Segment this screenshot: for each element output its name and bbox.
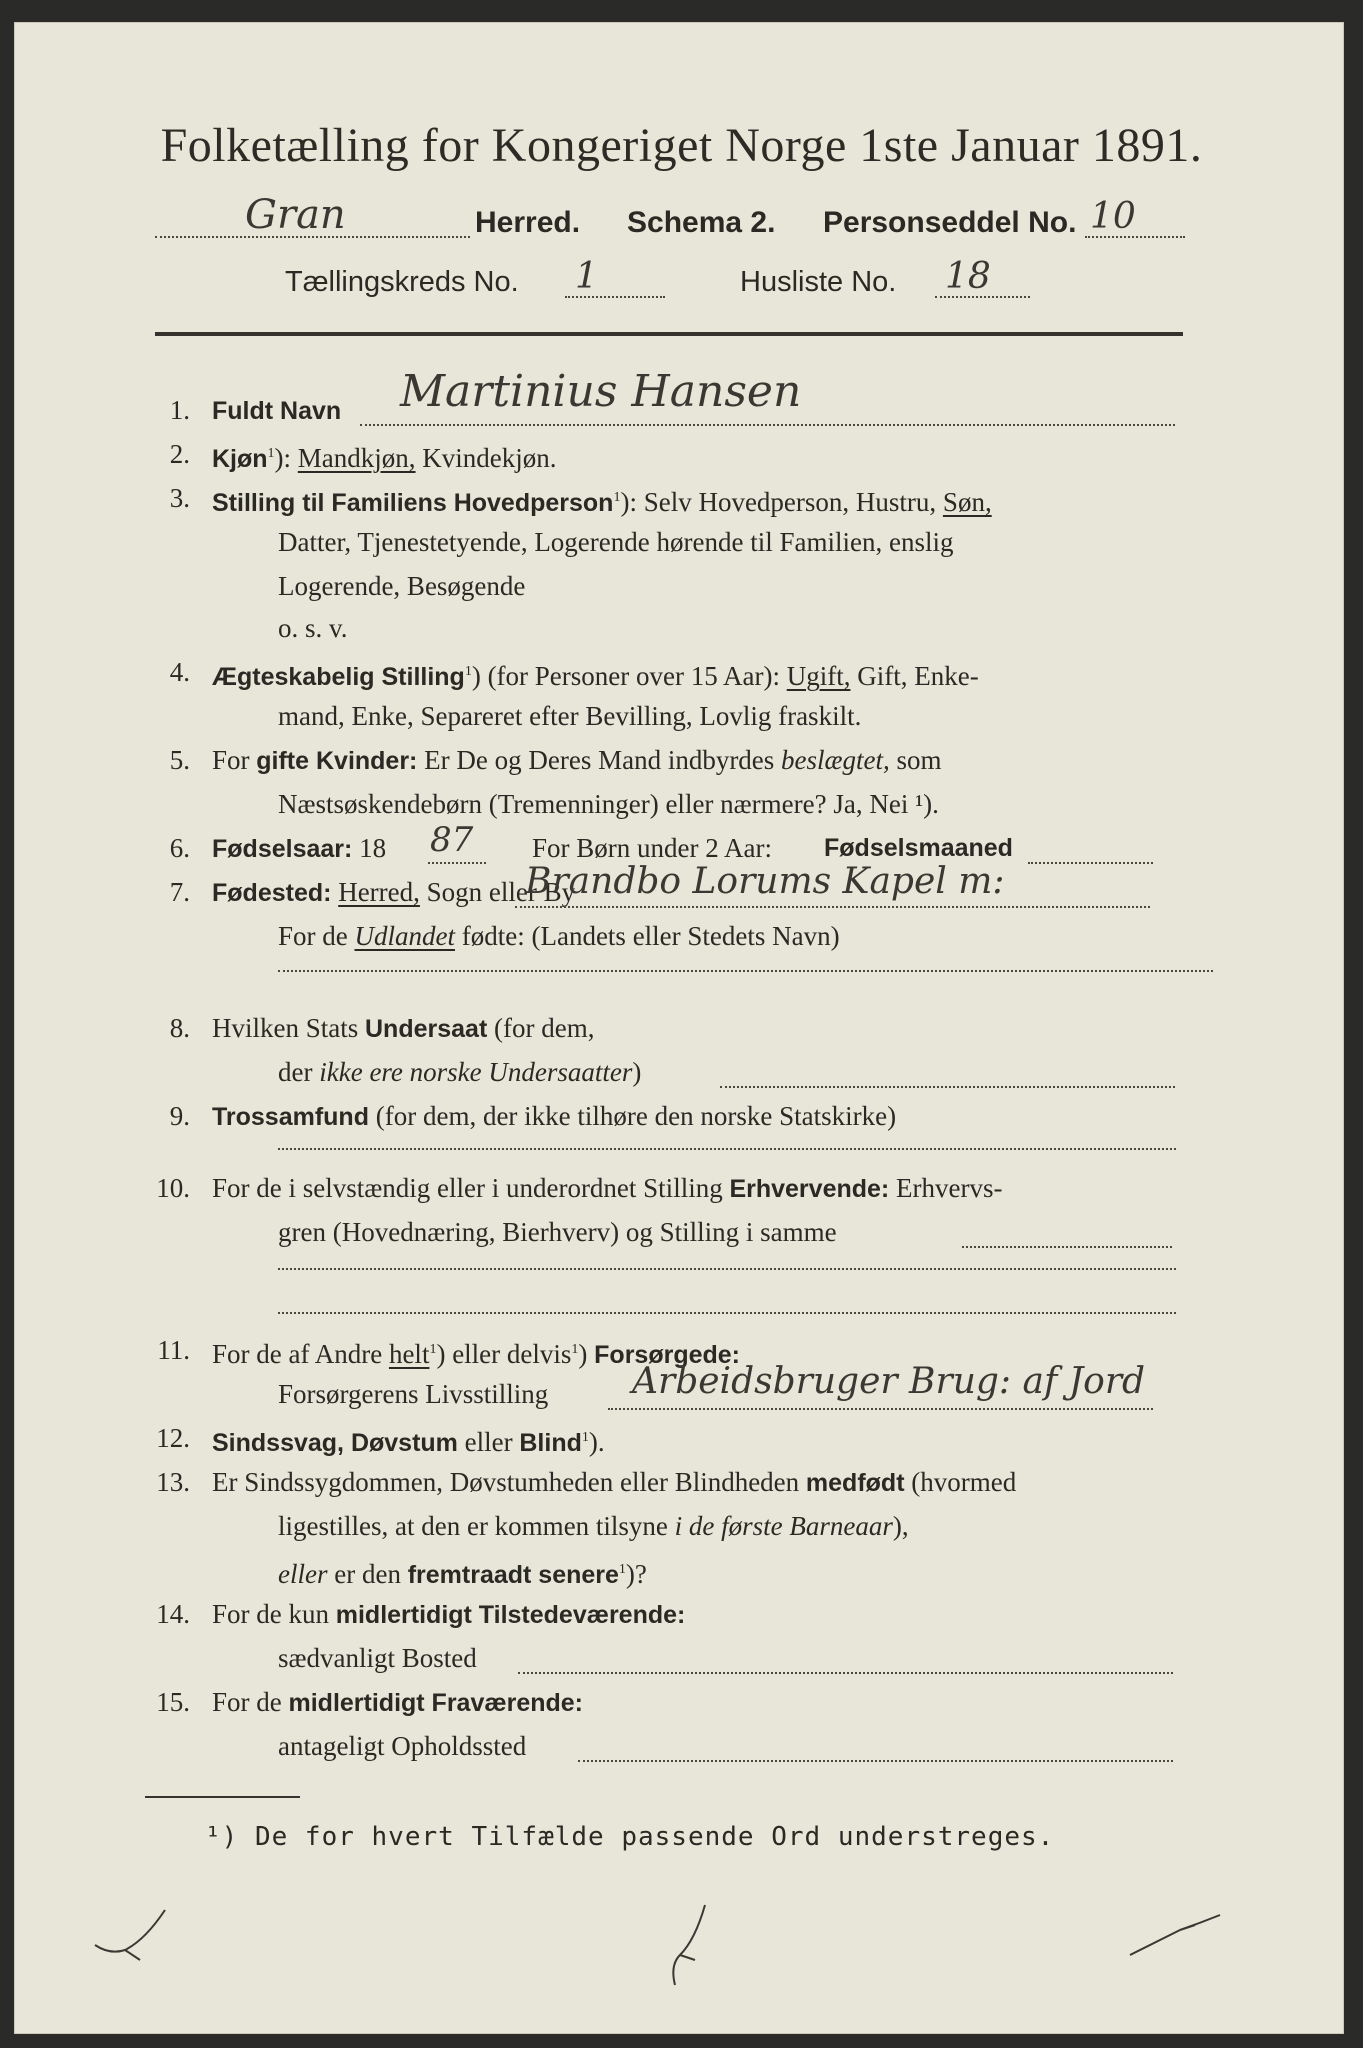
item-number: 14.	[156, 1599, 190, 1629]
footnote-ref: 1	[613, 490, 621, 505]
item-text: Erhvervs-	[896, 1173, 1003, 1203]
item-text: fødte: (Landets eller Stedets Navn)	[461, 921, 840, 951]
item-number: 9.	[169, 1101, 190, 1131]
item-text: Er Sindssygdommen, Døvstumheden eller Blindheden	[212, 1467, 800, 1497]
birth-year-value: 87	[430, 820, 474, 860]
fill-line	[518, 1672, 1173, 1674]
fill-line	[278, 1268, 1176, 1270]
item-text: Logerende, Besøgende	[278, 571, 526, 601]
item-number: 5.	[169, 745, 190, 775]
item-label: midlertidigt Fraværende:	[288, 1689, 583, 1717]
item-text: For Børn under 2 Aar:	[532, 833, 772, 863]
footnote-rule	[145, 1796, 300, 1798]
item-text: mand, Enke, Separeret efter Bevilling, Lovlig fraskilt.	[278, 701, 862, 731]
item-13-line-3-text	[278, 1548, 1278, 1597]
item-text: Hvilken Stats	[212, 1013, 359, 1043]
form-title: Folketælling for Kongeriget Norge 1ste Januar 1891.	[160, 119, 1203, 172]
item-label: Sindssvag, Døvstum	[212, 1429, 458, 1457]
item-4-text	[212, 650, 1212, 699]
item-9-text	[212, 1094, 1177, 1139]
full-name-value: Martinius Hansen	[400, 366, 802, 417]
item-text: Er De og Deres Mand indbyrdes	[424, 745, 775, 775]
fill-line	[608, 1408, 1153, 1410]
herred-label: Herred.	[475, 206, 581, 239]
husliste-value: 18	[945, 256, 991, 297]
item-label: Forsørgede:	[594, 1341, 741, 1369]
item-text: Forsørgerens Livsstilling	[278, 1379, 549, 1409]
item-label: Blind	[519, 1429, 582, 1457]
fill-line	[360, 424, 1175, 426]
item-13-text	[212, 1460, 1212, 1505]
schema-label: Schema 2.	[627, 206, 776, 239]
item-10-text	[212, 1166, 1212, 1211]
scribble-mark-icon	[650, 1900, 730, 1990]
footnote-ref: 1	[571, 1342, 579, 1357]
item-number: 8.	[169, 1013, 190, 1043]
item-number: 4.	[169, 657, 190, 687]
item-label: midlertidigt Tilstedeværende:	[335, 1601, 686, 1629]
item-text: Næstsøskendebørn (Tremenninger) eller nærmere? Ja, Nei ¹).	[278, 789, 939, 819]
item-text: )	[632, 1057, 642, 1087]
fill-line	[428, 862, 486, 864]
item-text-italic: i de første Barneaar	[674, 1511, 893, 1541]
header-line-2	[285, 256, 1085, 308]
item-number: 15.	[156, 1687, 190, 1717]
item-text: ) eller delvis	[436, 1339, 572, 1369]
personseddel-label: Personseddel No.	[823, 206, 1077, 239]
item-text: Sogn eller By	[426, 877, 576, 907]
header-rule	[155, 332, 1183, 336]
item-text: ),	[892, 1511, 909, 1541]
item-text: Datter, Tjenestetyende, Logerende hørende til Familien, enslig	[278, 527, 954, 557]
footnote-ref: 1	[464, 664, 472, 679]
item-text: ): Selv Hovedperson, Hustru,	[620, 487, 937, 517]
herred-value: Gran	[245, 192, 346, 238]
item-text: For de kun	[212, 1599, 329, 1629]
item-5-text	[212, 738, 1212, 783]
item-12-text	[212, 1416, 1212, 1465]
selected-option: Søn,	[942, 487, 992, 517]
item-number: 7.	[169, 877, 190, 907]
item-text: For de af Andre	[212, 1339, 383, 1369]
item-label: Erhvervende:	[729, 1175, 890, 1203]
item-text: (hvormed	[911, 1467, 1017, 1497]
provider-occupation-value: Arbeidsbruger Brug: af Jord	[632, 1361, 1146, 1402]
footnote: ¹) De for hvert Tilfælde passende Ord understreges.	[205, 1822, 1055, 1852]
item-number: 11.	[157, 1335, 190, 1365]
item-text: ).	[588, 1427, 605, 1457]
year-prefix: 18	[359, 833, 387, 863]
item-number: 2.	[169, 439, 190, 469]
item-13-line-2-text	[278, 1504, 1278, 1548]
item-text: Gift, Enke-	[857, 661, 979, 691]
item-number: 1.	[169, 395, 190, 425]
item-label: Undersaat	[365, 1015, 488, 1043]
item-text: (for dem, der ikke tilhøre den norske Statskirke)	[375, 1101, 897, 1131]
item-number: 13.	[156, 1467, 190, 1497]
fill-line	[720, 1086, 1175, 1088]
item-label: Trossamfund	[212, 1103, 369, 1131]
husliste-label: Husliste No.	[740, 266, 897, 298]
selected-option: Ugift,	[786, 661, 851, 691]
personseddel-value: 10	[1090, 196, 1136, 237]
item-label: Ægteskabelig Stilling	[212, 663, 465, 691]
item-number: 12.	[156, 1423, 190, 1453]
item-text: ligestilles, at den er kommen tilsyne	[278, 1511, 668, 1541]
footnote-ref: 1	[429, 1342, 437, 1357]
item-label: fremtraadt senere	[407, 1561, 619, 1589]
item-label: Fødselsaar:	[212, 835, 353, 863]
birthplace-value: Brandbo Lorums Kapel m:	[525, 861, 1005, 902]
kreds-fill-line	[565, 296, 665, 298]
item-label: medfødt	[805, 1469, 905, 1497]
item-text: der	[278, 1057, 313, 1087]
fill-line	[278, 1312, 1176, 1314]
item-text: )	[578, 1339, 588, 1369]
header-line-1	[155, 192, 1195, 250]
item-text: gren (Hovednæring, Bierhverv) og Stilling i samme	[278, 1217, 837, 1247]
fill-line	[278, 970, 1213, 972]
item-text: ):	[274, 443, 292, 473]
scribble-mark-icon	[1120, 1905, 1230, 1965]
selected-option: helt	[388, 1339, 430, 1369]
item-text: )?	[625, 1559, 647, 1589]
item-text: eller	[464, 1427, 513, 1457]
item-label: Fødselsmaaned	[824, 834, 1013, 862]
fill-line	[515, 906, 1150, 908]
item-label: Kjøn	[212, 445, 268, 473]
item-text: er den	[334, 1559, 401, 1589]
husliste-fill-line	[935, 296, 1030, 298]
item-text-italic: eller	[278, 1559, 328, 1589]
item-label: Fuldt Navn	[212, 397, 342, 425]
selected-option: Mandkjøn,	[297, 443, 416, 473]
scribble-mark-icon	[85, 1900, 185, 1970]
selected-option: Herred,	[338, 877, 420, 907]
item-text-italic: beslægtet,	[781, 745, 890, 775]
item-3-text	[212, 476, 1212, 525]
personseddel-fill-line	[1085, 236, 1185, 238]
option: Kvindekjøn.	[422, 443, 557, 473]
item-number: 10.	[156, 1173, 190, 1203]
item-text: ) (for Personer over 15 Aar):	[471, 661, 780, 691]
fill-line	[578, 1760, 1173, 1762]
item-number: 3.	[169, 483, 190, 513]
fill-line	[1028, 862, 1153, 864]
item-2-text	[212, 432, 1212, 481]
item-8-text	[212, 1006, 1212, 1051]
fill-line	[278, 1148, 1176, 1150]
footnote-ref: 1	[618, 1562, 626, 1577]
item-label: Stilling til Familiens Hovedperson	[212, 489, 614, 517]
footnote-ref: 1	[581, 1430, 589, 1445]
item-text: o. s. v.	[278, 613, 348, 643]
item-text: For de	[212, 1687, 282, 1717]
footnote-ref: 1	[267, 446, 275, 461]
item-label: Fødested:	[212, 879, 332, 907]
item-text: For	[212, 745, 250, 775]
item-14-text	[212, 1592, 1212, 1637]
item-text: som	[896, 745, 942, 775]
item-text-italic: ikke ere norske Undersaatter	[319, 1057, 633, 1087]
kreds-value: 1	[575, 256, 598, 297]
item-text: antageligt Opholdssted	[278, 1731, 527, 1761]
item-text: (for dem,	[494, 1013, 595, 1043]
item-label: gifte Kvinder:	[256, 747, 418, 775]
fill-line	[962, 1246, 1172, 1248]
item-text: For de	[278, 921, 348, 951]
item-text: sædvanligt Bosted	[278, 1643, 477, 1673]
item-text-italic: Udlandet	[354, 921, 455, 951]
item-number: 6.	[169, 833, 190, 863]
item-7-line-2-text	[278, 914, 1278, 958]
item-text: For de i selvstændig eller i underordnet Stilling	[212, 1173, 723, 1203]
item-15-text	[212, 1680, 1212, 1725]
kreds-label: Tællingskreds No.	[285, 266, 519, 298]
